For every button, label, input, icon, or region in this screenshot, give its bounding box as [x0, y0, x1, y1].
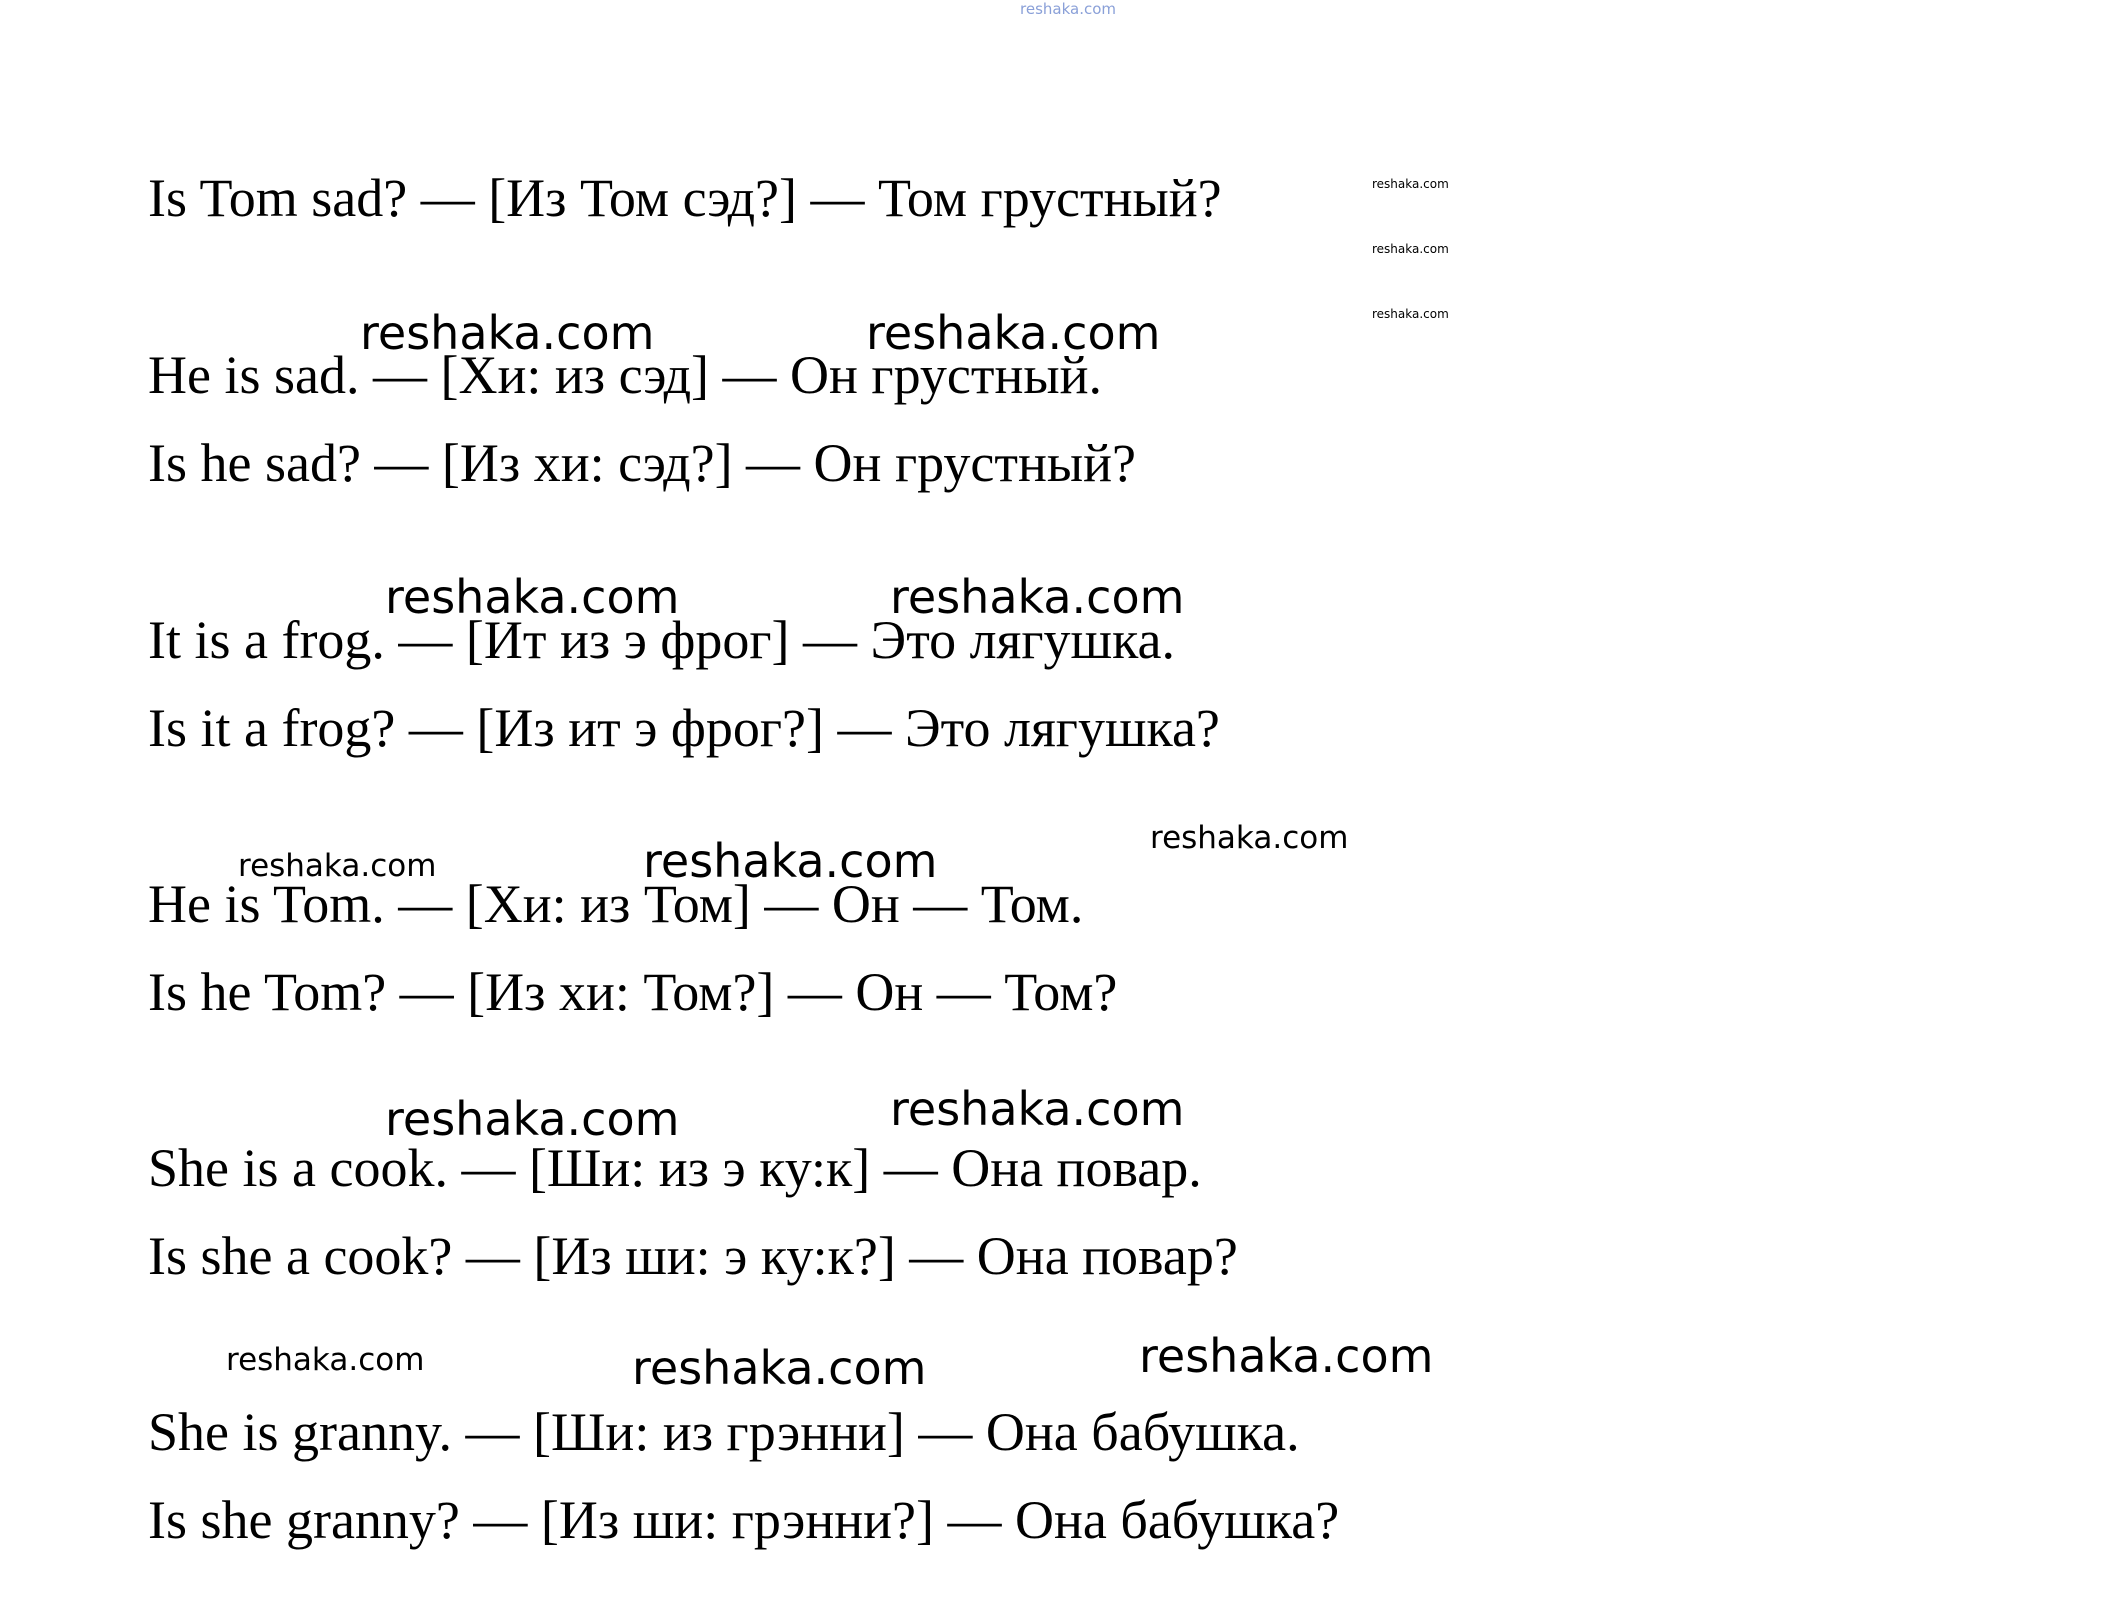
sentence-line: Is she granny? — [Из ши: грэнни?] — Она бабушка?	[148, 1490, 1340, 1550]
sentence-line: It is a frog. — [Ит из э фрог] — Это лягушка.	[148, 610, 1175, 670]
watermark-large: reshaka.com	[1139, 1329, 1434, 1383]
sentence-line: Is he Tom? — [Из хи: Том?] — Он — Том?	[148, 962, 1118, 1022]
watermark-small: reshaka.com	[1372, 242, 1449, 256]
watermark-top: reshaka.com	[1020, 0, 1116, 18]
watermark-medium: reshaka.com	[1150, 820, 1349, 856]
watermark-small: reshaka.com	[1372, 177, 1449, 191]
sentence-line: Is he sad? — [Из хи: сэд?] — Он грустный?	[148, 433, 1137, 493]
watermark-large: reshaka.com	[890, 570, 1185, 624]
watermark-large: reshaka.com	[385, 570, 680, 624]
sentence-line: Is she a cook? — [Из ши: э ку:к?] — Она повар?	[148, 1226, 1238, 1286]
watermark-large: reshaka.com	[866, 306, 1161, 360]
sentence-line: She is a cook. — [Ши: из э ку:к] — Она повар.	[148, 1138, 1202, 1198]
sentence-line: He is Tom. — [Хи: из Том] — Он — Том.	[148, 874, 1084, 934]
watermark-large: reshaka.com	[643, 834, 938, 888]
watermark-large: reshaka.com	[890, 1082, 1185, 1136]
sentence-line: Is Tom sad? — [Из Том сэд?] — Том грустный?	[148, 168, 1222, 228]
sentence-line: Is it a frog? — [Из ит э фрог?] — Это лягушка?	[148, 698, 1220, 758]
watermark-large: reshaka.com	[632, 1341, 927, 1395]
sentence-line: She is granny. — [Ши: из грэнни] — Она бабушка.	[148, 1402, 1300, 1462]
watermark-medium: reshaka.com	[226, 1342, 425, 1378]
watermark-small: reshaka.com	[1372, 307, 1449, 321]
watermark-large: reshaka.com	[385, 1092, 680, 1146]
sentence-line: He is sad. — [Хи: из сэд] — Он грустный.	[148, 345, 1103, 405]
watermark-large: reshaka.com	[360, 306, 655, 360]
watermark-medium: reshaka.com	[238, 848, 437, 884]
